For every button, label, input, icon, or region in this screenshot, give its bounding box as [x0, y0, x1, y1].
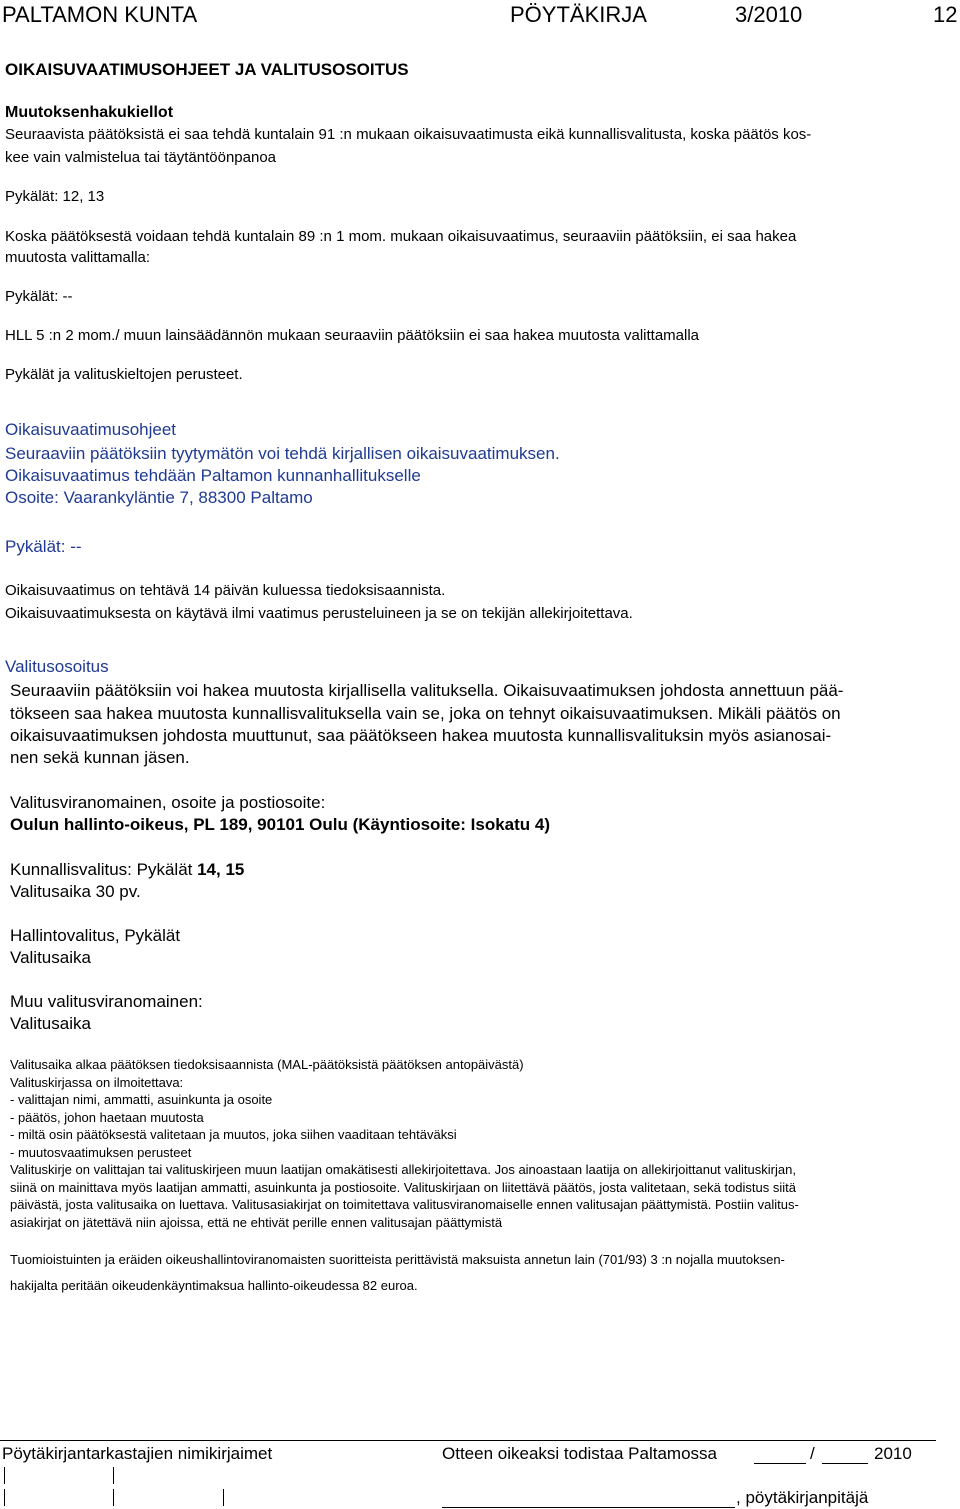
initial-box-divider [223, 1489, 224, 1506]
footer-slash: / [810, 1444, 815, 1463]
restrictions-text-1: Seuraavista päätöksistä ei saa tehdä kuntalain 91 :n mukaan oikaisuvaatimusta eikä kunnallisvalitusta, koska päätös kos- [5, 126, 812, 143]
restrictions-text-2: kee vain valmistelua tai täytäntöönpanoa [5, 149, 277, 166]
restrictions-koska-2: muutosta valittamalla: [5, 249, 151, 266]
signature-line [442, 1507, 735, 1508]
footer-keeper: , pöytäkirjanpitäjä [736, 1488, 869, 1507]
header-page: 12 [933, 2, 958, 27]
appeal-admin-label: Hallintovalitus, Pykälät [10, 926, 181, 945]
note-line: Valitusaika alkaa päätöksen tiedoksisaannista (MAL-päätöksistä päätöksen antopäivästä) [10, 1057, 524, 1072]
rectification-line-3: Osoite: Vaarankyläntie 7, 88300 Paltamo [5, 488, 313, 507]
appeal-municipal [10, 860, 244, 880]
appeal-para-1: Seuraaviin päätöksiin voi hakea muutosta kirjallisella valituksella. Oikaisuvaatimuksen johdosta annettuun pää- [10, 681, 844, 700]
footer-date-day-line [754, 1463, 806, 1464]
note-line: päivästä, josta valitusaika on luettava. Valitusasiakirjat on toimitettava valitusviranomaiselle ennen valitusajan päättymistä. Postiin valitus- [10, 1197, 799, 1212]
appeal-para-4: nen sekä kunnan jäsen. [10, 748, 190, 767]
restrictions-sections-1: Pykälät: 12, 13 [5, 188, 105, 205]
note-line: - valittajan nimi, ammatti, asuinkunta ja osoite [10, 1092, 273, 1107]
initial-box-divider [4, 1489, 5, 1506]
appeal-other-label: Muu valitusviranomainen: [10, 992, 203, 1011]
appeal-authority-label: Valitusviranomainen, osoite ja postiosoite: [10, 793, 326, 812]
footer-rule [0, 1440, 936, 1441]
header-doc-type: PÖYTÄKIRJA [510, 2, 647, 27]
note-line: asiakirjat on jätettävä niin ajoissa, että ne ehtivät perille ennen valitusajan päättymistä [10, 1215, 503, 1230]
footer-date-month-line [822, 1463, 868, 1464]
rectification-deadline: Oikaisuvaatimus on tehtävä 14 päivän kuluessa tiedoksisaannista. [5, 582, 446, 599]
page-title: OIKAISUVAATIMUSOHJEET JA VALITUSOSOITUS [5, 60, 409, 79]
initial-box-divider [113, 1467, 114, 1484]
appeal-admin-period: Valitusaika [10, 948, 91, 967]
appeal-other-period: Valitusaika [10, 1014, 91, 1033]
rectification-heading: Oikaisuvaatimusohjeet [5, 420, 177, 439]
rectification-line-1: Seuraaviin päätöksiin tyytymätön voi tehdä kirjallisen oikaisuvaatimuksen. [5, 444, 560, 463]
note-line: - miltä osin päätöksestä valitetaan ja muutos, joka siihen vaaditaan tehtäväksi [10, 1127, 457, 1142]
note-line: siinä on mainittava myös laatijan ammatti, asuinkunta ja postiosoite. Valituskirjaan on liitettävä päätös, josta valitetaan, sekä todistus siitä [10, 1180, 796, 1195]
restrictions-sections-2: Pykälät: -- [5, 288, 73, 305]
appeal-authority: Oulun hallinto-oikeus, PL 189, 90101 Oulu (Käyntiosoite: Isokatu 4) [10, 815, 551, 834]
fee-line-2: hakijalta peritään oikeudenkäyntimaksua hallinto-oikeudessa 82 euroa. [10, 1278, 418, 1293]
rectification-requirement: Oikaisuvaatimuksesta on käytävä ilmi vaatimus perusteluineen ja se on tekijän allekirjoitettava. [5, 605, 633, 622]
initial-box-divider [113, 1489, 114, 1506]
appeal-para-3: oikaisuvaatimuksen johdosta muuttunut, saa päätökseen hakea muutosta kunnallisvalituksin myös asianosai- [10, 726, 832, 745]
footer-certified-label: Otteen oikeaksi todistaa Paltamossa [442, 1444, 717, 1463]
appeal-para-2: tökseen saa hakea muutosta kunnallisvalituksella vain se, joka on tehnyt oikaisuvaatimuksen. Mikäli päätös on [10, 704, 841, 723]
rectification-sections: Pykälät: -- [5, 537, 82, 556]
restrictions-hll: HLL 5 :n 2 mom./ muun lainsäädännön mukaan seuraaviin päätöksiin ei saa hakea muutosta valittamalla [5, 327, 700, 344]
restrictions-grounds: Pykälät ja valituskieltojen perusteet. [5, 366, 243, 383]
restrictions-koska-1: Koska päätöksestä voidaan tehdä kuntalain 89 :n 1 mom. mukaan oikaisuvaatimus, seuraaviin päätöksiin, ei saa hakea [5, 228, 797, 245]
footer-inspectors-label: Pöytäkirjantarkastajien nimikirjaimet [2, 1444, 273, 1463]
note-line: Valituskirje on valittajan tai valituskirjeen muun laatijan omakätisesti allekirjoitettava. Jos ainoastaan laatija on allekirjoittanut valituskirjan, [10, 1162, 796, 1177]
footer-year: 2010 [874, 1444, 912, 1463]
header-municipality: PALTAMON KUNTA [2, 2, 198, 27]
appeal-municipal-label: Kunnallisvalitus: Pykälät [10, 860, 198, 879]
note-line: Valituskirjassa on ilmoitettava: [10, 1075, 184, 1090]
initial-box-divider [4, 1467, 5, 1484]
restrictions-heading: Muutoksenhakukiellot [5, 104, 174, 121]
header-number: 3/2010 [735, 2, 803, 27]
appeal-heading: Valitusosoitus [5, 657, 109, 676]
note-line: - päätös, johon haetaan muutosta [10, 1110, 204, 1125]
fee-line-1: Tuomioistuinten ja eräiden oikeushallintoviranomaisten suoritteista perittävistä maksuista annetun lain (701/93) 3 :n nojalla muutoksen- [10, 1252, 785, 1267]
rectification-line-2: Oikaisuvaatimus tehdään Paltamon kunnanhallitukselle [5, 466, 421, 485]
appeal-municipal-sections: 14, 15 [197, 860, 245, 879]
appeal-municipal-period: Valitusaika 30 pv. [10, 882, 141, 901]
note-line: - muutosvaatimuksen perusteet [10, 1145, 192, 1160]
